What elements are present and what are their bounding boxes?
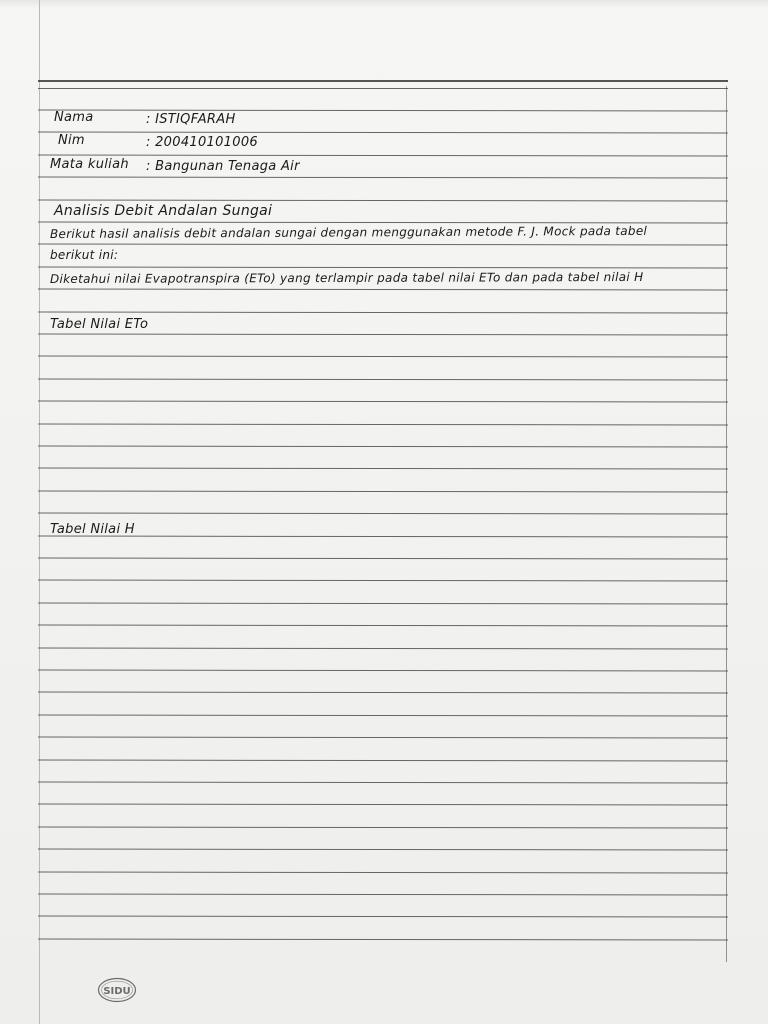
ruled-line <box>38 244 728 246</box>
ruled-line <box>38 760 728 762</box>
right-border <box>726 86 727 962</box>
ruled-line <box>38 110 728 112</box>
ruled-line <box>38 872 728 874</box>
ruled-line <box>38 446 728 448</box>
ruled-line <box>38 849 728 851</box>
header-rule-secondary <box>38 88 728 89</box>
ruled-line <box>38 603 728 605</box>
logo-text: SIDU <box>103 986 131 997</box>
course-label: Mata kuliah <box>50 157 129 172</box>
ruled-line <box>38 334 728 336</box>
ruled-line <box>38 267 728 269</box>
ruled-line <box>38 804 728 806</box>
table-eto-title: Tabel Nilai ETo <box>50 317 149 332</box>
ruled-line <box>38 468 728 470</box>
ruled-line <box>38 827 728 829</box>
ruled-line <box>38 491 728 493</box>
ruled-line <box>38 737 728 739</box>
ruled-line <box>38 424 728 426</box>
ruled-line <box>38 894 728 896</box>
name-value: : ISTIQFARAH <box>146 112 236 127</box>
ruled-line <box>38 312 728 314</box>
nim-value: : 200410101006 <box>146 135 258 150</box>
ruled-line <box>38 356 728 358</box>
ruled-line <box>38 648 728 650</box>
ruled-line <box>38 289 728 291</box>
ruled-line <box>38 558 728 560</box>
ruled-line <box>38 200 728 202</box>
nim-label: Nim <box>58 133 85 148</box>
ruled-line <box>38 715 728 717</box>
scan-edge <box>0 0 768 8</box>
ruled-line <box>38 401 728 403</box>
course-value: : Bangunan Tenaga Air <box>146 159 300 174</box>
ruled-line <box>38 670 728 672</box>
paragraph-line-1: Berikut hasil analisis debit andalan sungai dengan menggunakan metode F. J. Mock pada tabel <box>49 223 648 241</box>
ruled-line <box>38 155 728 157</box>
ruled-line <box>38 916 728 918</box>
section-heading: Analisis Debit Andalan Sungai <box>54 203 273 219</box>
name-label: Nama <box>54 110 94 125</box>
ruled-line <box>38 692 728 694</box>
ruled-line <box>38 513 728 515</box>
ruled-line <box>38 782 728 784</box>
paper-brand-logo-icon <box>97 977 137 1003</box>
paragraph-line-3: Diketahui nilai Evapotranspira (ETo) yang terlampir pada tabel nilai ETo dan pada tabel nilai H <box>49 269 644 286</box>
table-h-title: Tabel Nilai H <box>50 522 135 537</box>
ruled-line <box>38 580 728 582</box>
paragraph-line-2: berikut ini: <box>50 248 119 262</box>
ruled-line <box>38 625 728 627</box>
ruled-line <box>38 939 728 941</box>
ruled-line <box>38 132 728 134</box>
ruled-line <box>38 536 728 538</box>
ruled-line <box>38 379 728 381</box>
ruled-line <box>38 177 728 179</box>
header-rule <box>38 80 728 82</box>
